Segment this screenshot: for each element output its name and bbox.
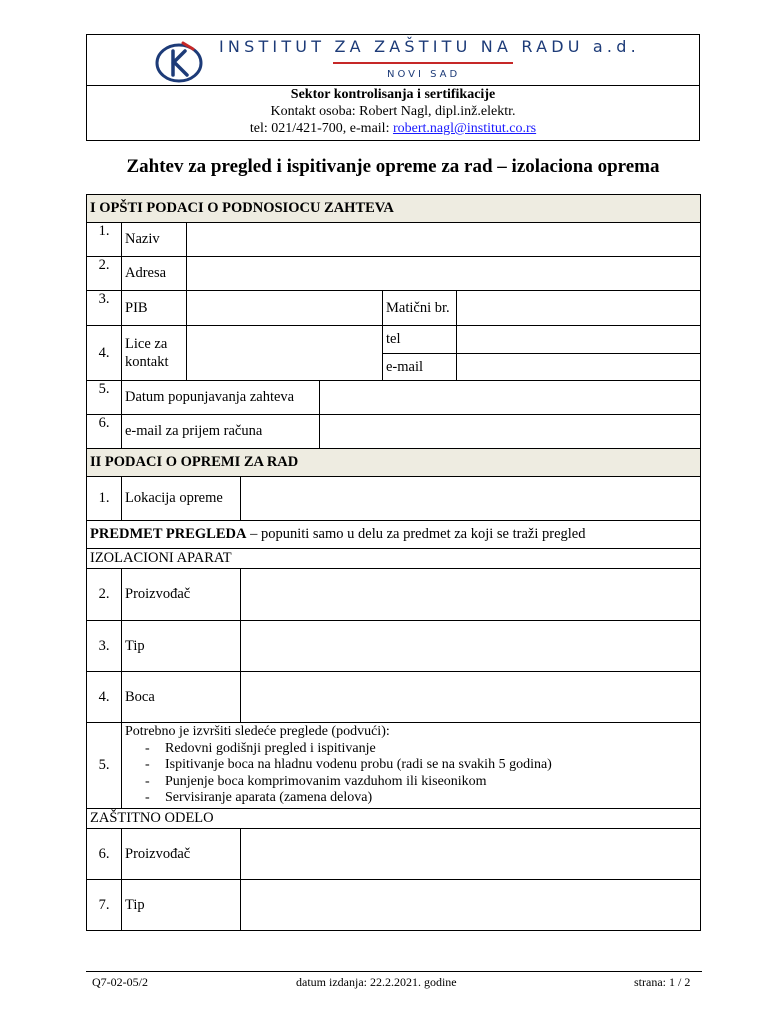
row-number: 6.: [87, 415, 122, 449]
section1-heading: I OPŠTI PODACI O PODNOSIOCU ZAHTEVA: [87, 195, 701, 223]
row-number: 6.: [87, 829, 122, 880]
field-label-maticni: Matični br.: [383, 291, 457, 326]
logo-row: [87, 35, 699, 86]
field-cylinder-input[interactable]: [241, 672, 701, 723]
table-row: [87, 829, 701, 880]
row-number: 5.: [87, 381, 122, 415]
table-row: [87, 672, 701, 723]
logo-red-line: [333, 62, 513, 64]
row-number: 4.: [87, 672, 122, 723]
inspection-intro: Potrebno je izvršiti sledeće preglede (podvući):: [125, 724, 390, 739]
field-contact-input[interactable]: [187, 326, 383, 381]
field-label-naziv: Naziv: [122, 223, 187, 257]
field-naziv-input[interactable]: [187, 223, 701, 257]
field-tel-input[interactable]: [457, 326, 701, 354]
header-box: [86, 34, 700, 141]
phone-text: tel: 021/421-700, e-mail:: [249, 121, 393, 136]
subject-note: [87, 521, 701, 549]
field-label-pib: PIB: [122, 291, 187, 326]
contact-person: Kontakt osoba: Robert Nagl, dipl.inž.elektr.: [270, 104, 516, 119]
field-label-type: Tip: [122, 621, 241, 672]
row-number: 2.: [87, 569, 122, 621]
logo-subtitle: NOVI SAD: [387, 69, 461, 80]
logo-text: INSTITUT ZA ZAŠTITU NA RADU a.d.: [219, 37, 640, 56]
document-title: Zahtev za pregled i ispitivanje opreme za rad – izolaciona oprema: [126, 156, 660, 177]
inspection-option[interactable]: - Punjenje boca komprimovanim vazduhom ili kiseonikom: [145, 774, 697, 791]
field-label-tel: tel: [383, 326, 457, 354]
field-adresa-input[interactable]: [187, 257, 701, 291]
table-row: [87, 381, 701, 415]
field-label-contact: Lice za kontakt: [122, 326, 187, 381]
table-row: [87, 326, 701, 354]
table-row: [87, 257, 701, 291]
field-invoice-email-input[interactable]: [320, 415, 701, 449]
inspection-option[interactable]: - Redovni godišnji pregled i ispitivanje: [145, 741, 697, 758]
field-email-input[interactable]: [457, 354, 701, 381]
table-row: [87, 723, 701, 809]
row-number: 1.: [87, 223, 122, 257]
section2-heading: II PODACI O OPREMI ZA RAD: [87, 449, 701, 477]
field-label-invoice-email: e-mail za prijem računa: [122, 415, 320, 449]
email-link[interactable]: robert.nagl@institut.co.rs: [392, 121, 537, 136]
field-label-cylinder: Boca: [122, 672, 241, 723]
table-row: [87, 880, 701, 931]
field-label-manufacturer: Proizvođač: [122, 569, 241, 621]
row-number: 3.: [87, 291, 122, 326]
subject-bold: PREDMET PREGLEDA: [90, 526, 247, 542]
field-suit-type-input[interactable]: [241, 880, 701, 931]
table-row: [87, 569, 701, 621]
field-type-input[interactable]: [241, 621, 701, 672]
subject-rest: – popuniti samo u delu za predmet za koji se traži pregled: [246, 526, 586, 542]
contact-line: [87, 120, 699, 137]
field-label-location: Lokacija opreme: [122, 477, 241, 521]
footer-page-number: strana: 1 / 2: [634, 975, 691, 989]
field-date-input[interactable]: [320, 381, 701, 415]
inspection-options: [122, 723, 701, 809]
group-isolation-apparatus: IZOLACIONI APARAT: [87, 549, 701, 569]
footer-code: Q7-02-05/2: [92, 975, 148, 989]
field-label-suit-type: Tip: [122, 880, 241, 931]
table-row: [87, 477, 701, 521]
row-number: 2.: [87, 257, 122, 291]
request-form-table: [86, 194, 701, 931]
field-label-email: e-mail: [383, 354, 457, 381]
table-row: [87, 291, 701, 326]
field-label-adresa: Adresa: [122, 257, 187, 291]
field-location-input[interactable]: [241, 477, 701, 521]
field-manufacturer-input[interactable]: [241, 569, 701, 621]
field-maticni-input[interactable]: [457, 291, 701, 326]
field-label-suit-manufacturer: Proizvođač: [122, 829, 241, 880]
sector-name: Sektor kontrolisanja i sertifikacije: [290, 87, 496, 102]
institute-logo-icon: [153, 39, 209, 83]
table-row: [87, 223, 701, 257]
footer-divider: [86, 971, 702, 972]
table-row: [87, 415, 701, 449]
footer-issue-date: datum izdanja: 22.2.2021. godine: [296, 975, 457, 989]
group-protective-suit: ZAŠTITNO ODELO: [87, 809, 701, 829]
field-label-date: Datum popunjavanja zahteva: [122, 381, 320, 415]
inspection-option[interactable]: - Ispitivanje boca na hladnu vodenu probu (radi se na svakih 5 godina): [145, 757, 697, 774]
row-number: 7.: [87, 880, 122, 931]
contact-block: [87, 86, 699, 137]
field-suit-manufacturer-input[interactable]: [241, 829, 701, 880]
row-number: 4.: [87, 326, 122, 381]
table-row: [87, 621, 701, 672]
row-number: 1.: [87, 477, 122, 521]
row-number: 3.: [87, 621, 122, 672]
field-pib-input[interactable]: [187, 291, 383, 326]
inspection-option[interactable]: - Servisiranje aparata (zamena delova): [145, 790, 697, 807]
inspection-list: [145, 741, 697, 807]
row-number: 5.: [87, 723, 122, 809]
